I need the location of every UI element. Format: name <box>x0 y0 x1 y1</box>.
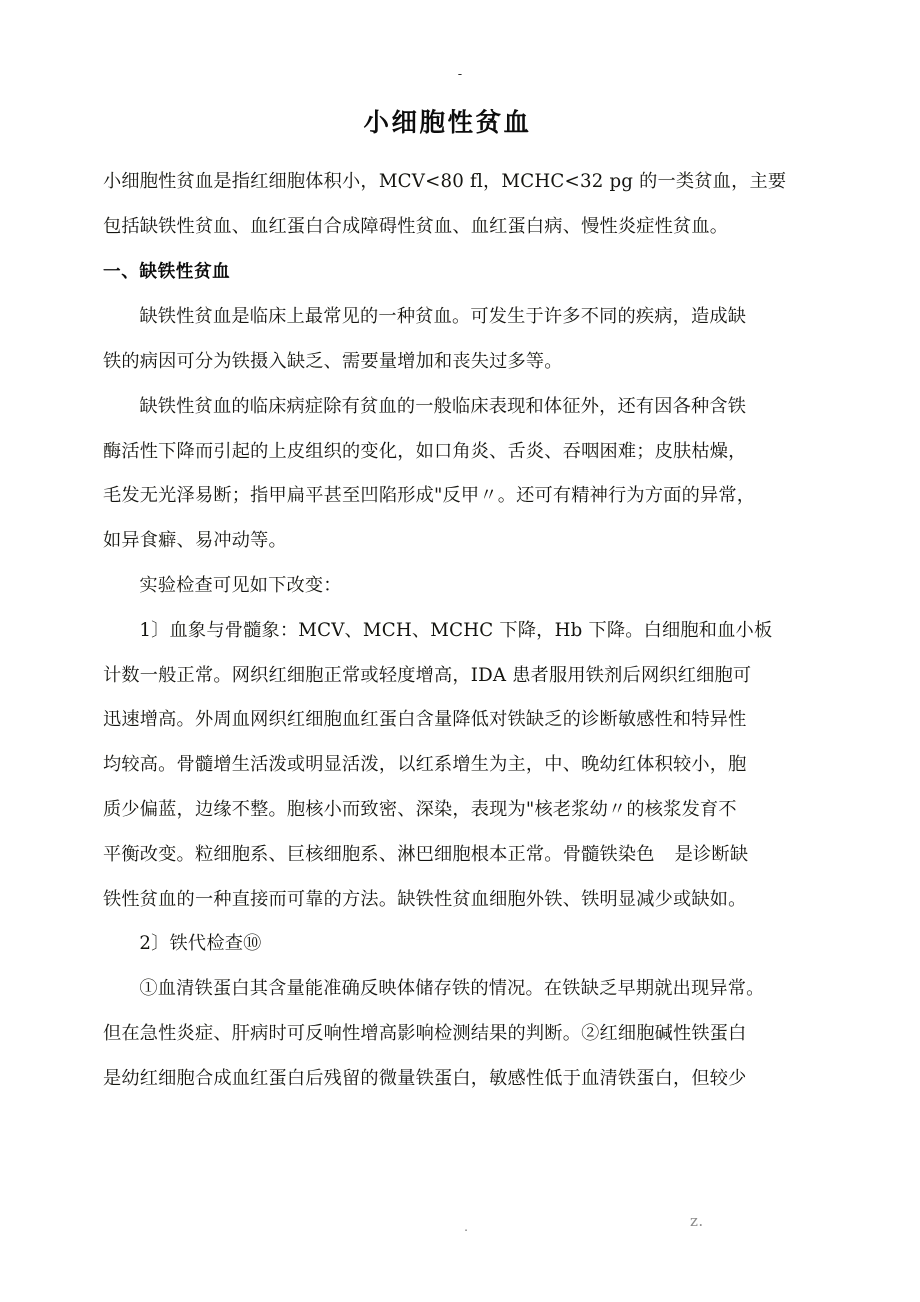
overview-line-1: 缺铁性贫血是临床上最常见的一种贫血。可发生于许多不同的疾病，造成缺 <box>139 306 747 328</box>
blood-marrow-line-1: 1〕血象与骨髓象：MCV、MCH、MCHC 下降，Hb 下降。白细胞和血小板 <box>139 619 773 641</box>
blood-marrow-line-7: 铁性贫血的一种直接而可靠的方法。缺铁性贫血细胞外铁、铁明显减少或缺如。 <box>103 888 747 910</box>
ferritin-line-3: 是幼红细胞合成血红蛋白后残留的微量铁蛋白，敏感性低于血清铁蛋白，但较少 <box>103 1067 747 1089</box>
intro-line-1: 小细胞性贫血是指红细胞体积小，MCV<80 fl，MCHC<32 pg 的一类贫血，主要 <box>103 170 787 192</box>
blood-marrow-line-6-part-a: 平衡改变。粒细胞系、巨核细胞系、淋巴细胞根本正常。骨髓铁染色 <box>103 843 655 865</box>
paragraph-ferritin <box>103 967 789 1101</box>
ferritin-line-1: ①血清铁蛋白其含量能准确反映体储存铁的情况。在铁缺乏早期就出现异常。 <box>139 978 765 1000</box>
paragraph-overview <box>103 295 789 385</box>
page-footer-center-mark: . <box>464 1220 468 1234</box>
blood-marrow-line-2: 计数一般正常。网织红细胞正常或轻度增高，IDA 患者服用铁剂后网织红细胞可 <box>103 664 752 686</box>
paragraph-clinical-manifestations <box>103 385 789 564</box>
blood-marrow-line-6 <box>103 833 789 878</box>
blood-marrow-line-3: 迅速增高。外周血网织红细胞血红蛋白含量降低对铁缺乏的诊断敏感性和特异性 <box>103 709 747 731</box>
paragraph-lab-intro <box>103 564 789 609</box>
clinical-line-3: 毛发无光泽易断；指甲扁平甚至凹陷形成"反甲〃。还可有精神行为方面的异常， <box>103 485 756 507</box>
clinical-line-2: 酶活性下降而引起的上皮组织的变化，如口角炎、舌炎、吞咽困难；皮肤枯燥， <box>103 440 747 462</box>
lab-intro-line-1: 实验检查可见如下改变： <box>139 575 342 597</box>
section-heading-iron-deficiency-anemia: 一、缺铁性贫血 <box>103 262 231 283</box>
clinical-line-4: 如异食癖、易冲动等。 <box>103 530 287 552</box>
page-title: 小细胞性贫血 <box>363 108 532 138</box>
blood-marrow-line-6-part-b: 是诊断缺 <box>674 843 749 865</box>
intro-line-2: 包括缺铁性贫血、血红蛋白合成障碍性贫血、血红蛋白病、慢性炎症性贫血。 <box>103 215 729 237</box>
iron-metabolism-line-1: 2〕铁代检查⑩ <box>139 933 262 955</box>
page-header-mark: - <box>457 67 463 82</box>
document-body <box>103 108 789 1102</box>
intro-paragraph <box>103 160 789 250</box>
paragraph-blood-marrow <box>103 609 789 923</box>
ferritin-line-2: 但在急性炎症、肝病时可反响性增高影响检测结果的判断。②红细胞碱性铁蛋白 <box>103 1023 747 1045</box>
blood-marrow-line-5: 质少偏蓝，边缘不整。胞核小而致密、深染，表现为"核老浆幼〃的核浆发育不 <box>103 799 737 821</box>
blood-marrow-line-4: 均较高。骨髓增生活泼或明显活泼，以红系增生为主，中、晚幼红体积较小，胞 <box>103 754 747 776</box>
page-footer-right-mark: z. <box>690 1212 704 1230</box>
clinical-line-1: 缺铁性贫血的临床病症除有贫血的一般临床表现和体征外，还有因各种含铁 <box>139 395 747 417</box>
overview-line-2: 铁的病因可分为铁摄入缺乏、需要量增加和丧失过多等。 <box>103 351 563 373</box>
paragraph-iron-metabolism-heading <box>103 922 789 967</box>
